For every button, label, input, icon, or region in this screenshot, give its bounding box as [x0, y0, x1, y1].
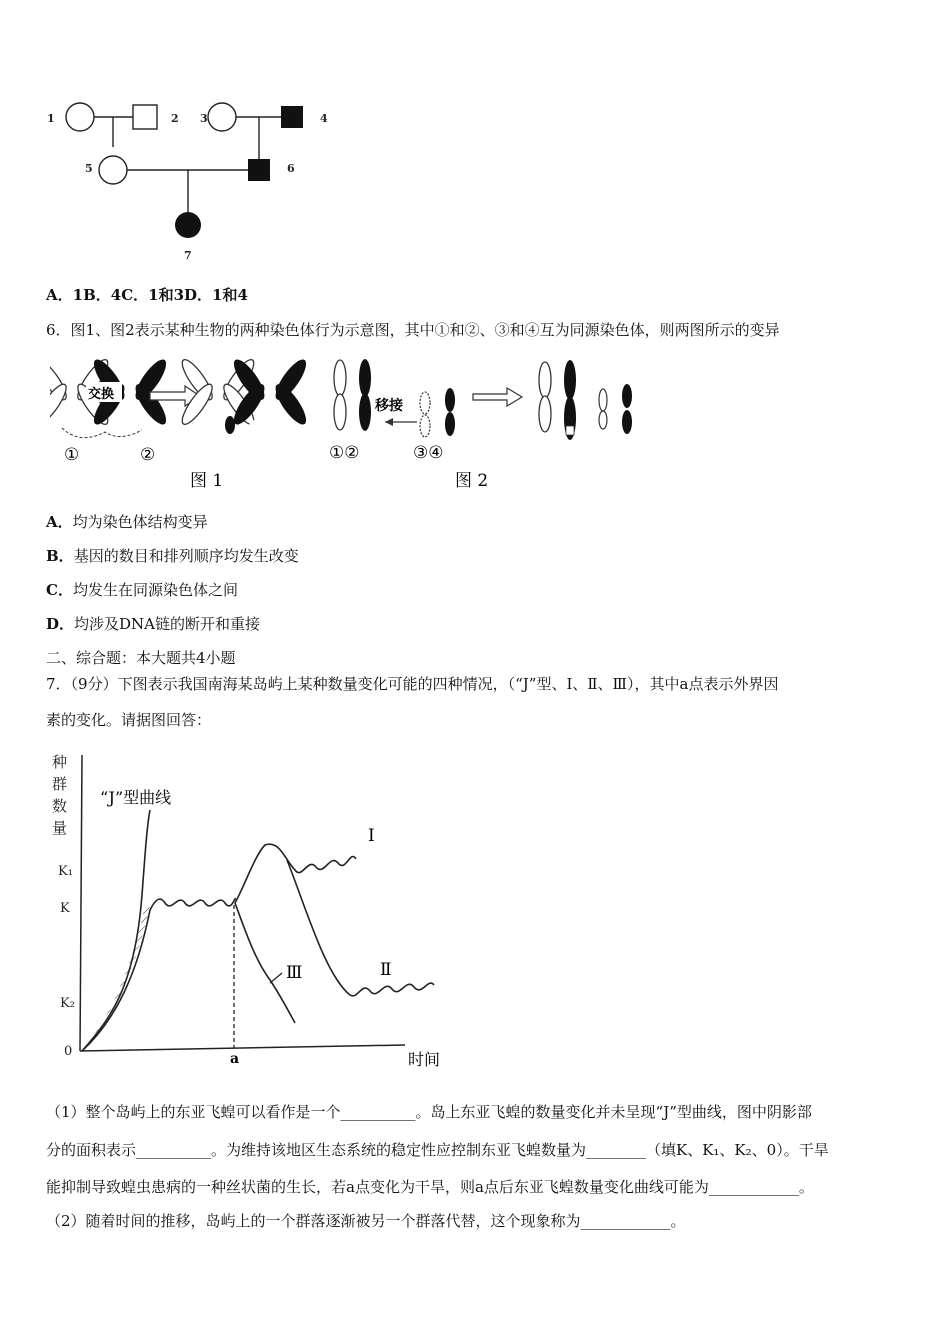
option-letter: D．	[46, 615, 75, 633]
tick-k: K	[60, 901, 70, 916]
option-text: 基因的数目和排列顺序均发生改变	[73, 547, 299, 565]
fig1-mark-2: ②	[140, 445, 156, 465]
fig1-mark-1: ①	[64, 445, 80, 465]
curve-1	[235, 844, 356, 903]
individual-2	[133, 105, 157, 129]
individual-4	[281, 106, 303, 128]
q7-part1-line1: （1）整个岛屿上的东亚飞蝗可以看作是一个__________。岛上东亚飞蝗的数量变化并未呈现“J”型曲线，图中阴影部	[46, 1103, 812, 1121]
move-label: 移接	[375, 398, 403, 414]
exchange-label: 交换	[88, 387, 115, 402]
option-letter: C．	[46, 581, 73, 599]
svg-text:种: 种	[52, 753, 68, 771]
svg-text:数: 数	[52, 797, 68, 815]
q6-option-c	[46, 580, 238, 600]
fig2-marks-34: ③④	[413, 443, 444, 463]
pedigree-label-4: 4	[320, 112, 328, 125]
individual-1	[66, 103, 94, 131]
option-text: 均为染色体结构变异	[72, 513, 208, 531]
section-heading: 二、综合题：本大题共4小题	[46, 649, 236, 667]
q6-option-d	[46, 614, 260, 634]
chromosome-4	[445, 388, 455, 436]
chromosome-3	[420, 392, 430, 437]
option-letter: B．	[46, 547, 74, 565]
population-graph	[50, 745, 460, 1075]
q7-stem-line1: 7．（9分）下图表示我国南海某岛屿上某种数量变化可能的四种情况，（“J”型、Ⅰ、Ⅱ、Ⅲ），其中a点表示外界因	[46, 675, 779, 693]
tick-zero: 0	[64, 1044, 73, 1059]
q5-options: A．1B．4C．1和3D．1和4	[46, 286, 248, 304]
pedigree-label-6: 6	[287, 162, 295, 175]
q7-part1-line3: 能抑制导致蝗虫患病的一种丝状菌的生长，若a点变化为干旱，则a点后东亚飞蝗数量变化曲线可能为____________。	[46, 1178, 814, 1196]
chromosome-2-after	[229, 355, 310, 428]
q7-part1-line2: 分的面积表示__________。为维持该地区生态系统的稳定性应控制东亚飞蝗数量为________（填K、K₁、K₂、0）。干旱	[46, 1141, 829, 1159]
curve-label-2: Ⅱ	[380, 960, 392, 980]
fig1-caption: 图 1	[190, 471, 224, 491]
chromosome-1	[334, 360, 346, 430]
chromosome-3-after	[599, 389, 607, 429]
chromosome-1-after-2	[539, 362, 551, 432]
chromosome-figure-2	[325, 350, 645, 495]
pedigree-label-2: 2	[171, 112, 179, 125]
q6-option-b	[46, 546, 299, 566]
pedigree-label-5: 5	[85, 162, 93, 175]
x-axis-label: 时间	[408, 1050, 441, 1069]
curve-label-3: Ⅲ	[286, 963, 303, 983]
individual-3	[208, 103, 236, 131]
chromosome-figure-1	[50, 350, 310, 495]
q7-part2-line: （2）随着时间的推移，岛屿上的一个群落逐渐被另一个群落代替，这个现象称为____________。	[46, 1212, 686, 1230]
individual-5	[99, 156, 127, 184]
tick-k2: K₂	[60, 996, 75, 1011]
fig2-caption: 图 2	[455, 471, 489, 491]
individual-7	[175, 212, 201, 238]
y-axis-label	[52, 753, 67, 837]
curve-2	[287, 860, 434, 996]
option-text: 均发生在同源染色体之间	[72, 581, 238, 599]
pedigree-label-7: 7	[184, 249, 192, 262]
svg-text:量: 量	[52, 819, 68, 837]
individual-6	[248, 159, 270, 181]
chromosome-2	[359, 359, 371, 431]
right-arrow-icon-2	[473, 388, 522, 406]
pedigree-label-3: 3	[200, 112, 208, 125]
option-letter: A．	[46, 513, 73, 531]
option-text: 均涉及DNA链的断开和重接	[74, 615, 261, 633]
s-curve	[82, 898, 235, 1051]
chromosome-4-after	[622, 384, 632, 434]
left-arrow-icon	[385, 418, 393, 426]
y-axis	[80, 755, 82, 1051]
curve-label-1: Ⅰ	[368, 826, 375, 846]
j-curve-label: “J”型曲线	[100, 788, 172, 807]
pedigree-chart	[40, 95, 340, 270]
fig2-marks-12: ①②	[329, 443, 360, 463]
tick-k1: K₁	[58, 864, 73, 879]
q7-stem-line2: 素的变化。请据图回答：	[46, 711, 212, 729]
q6-stem: 6．图1、图2表示某种生物的两种染色体行为示意图，其中①和②、③和④互为同源染色体，则两图所示的变异	[46, 321, 780, 339]
q6-option-a	[46, 512, 208, 532]
x-axis	[80, 1045, 405, 1051]
svg-text:群: 群	[52, 775, 68, 793]
x-mark-a: a	[230, 1051, 240, 1067]
pedigree-label-1: 1	[47, 112, 55, 125]
